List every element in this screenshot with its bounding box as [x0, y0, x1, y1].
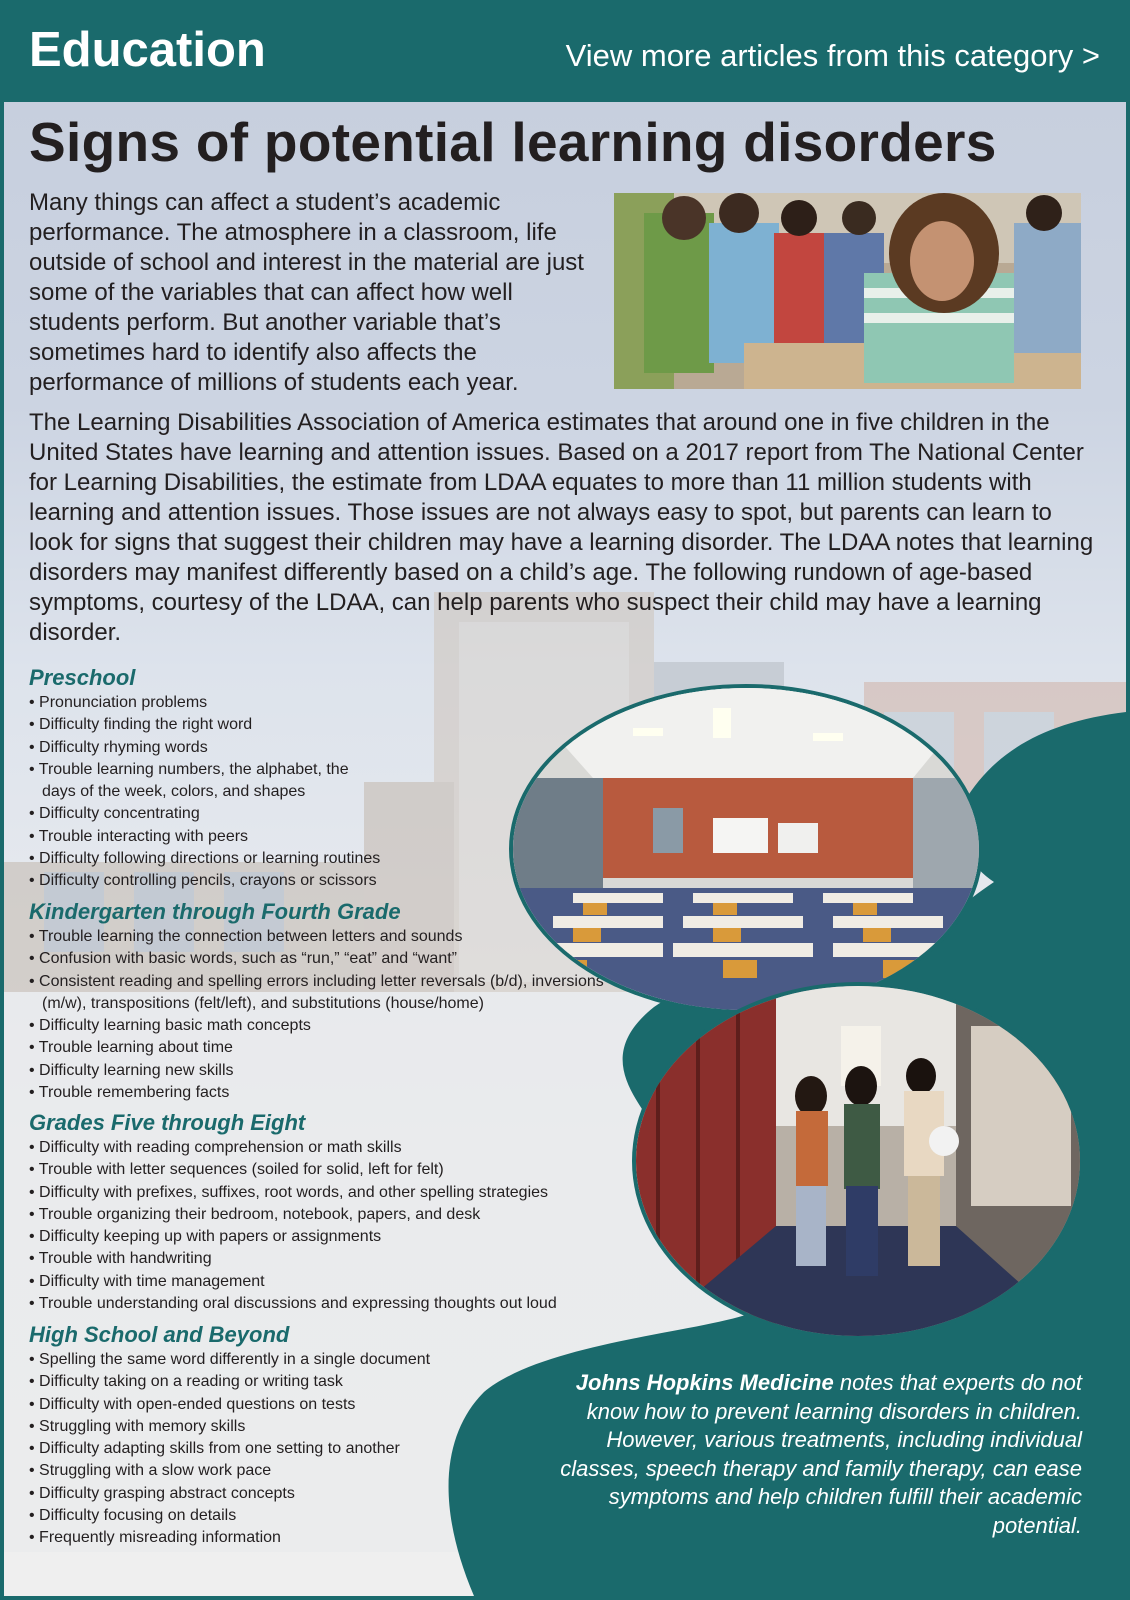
- hallway-photo: [632, 982, 1084, 1340]
- list-item: • Difficulty learning new skills: [29, 1060, 609, 1082]
- symptom-list: [29, 1349, 489, 1550]
- list-item: • Difficulty with open-ended questions on tests: [29, 1394, 489, 1416]
- list-item: • Trouble understanding oral discussions and expressing thoughts out loud: [29, 1293, 629, 1315]
- list-item: • Difficulty grasping abstract concepts: [29, 1483, 489, 1505]
- quote-text: notes that experts do not know how to prevent learning disorders in children. However, various treatments, including individual classes, speech therapy and family therapy, can ease symptoms and help children fulfill their academic potential.: [560, 1370, 1082, 1538]
- classroom-photo: [509, 684, 983, 1014]
- symptom-list: [29, 692, 489, 893]
- list-item: • Trouble learning numbers, the alphabet, the days of the week, colors, and shapes: [29, 759, 362, 804]
- list-item: • Difficulty focusing on details: [29, 1505, 489, 1527]
- list-item: • Frequently misreading information: [29, 1527, 489, 1549]
- list-item: • Consistent reading and spelling errors including letter reversals (b/d), inversions (m/w), transpositions (felt/left), and substitutions (house/home): [29, 971, 609, 1016]
- list-item: • Trouble learning the connection between letters and sounds: [29, 926, 609, 948]
- section-title: Grades Five through Eight: [29, 1110, 306, 1135]
- section-title: Kindergarten through Fourth Grade: [29, 899, 401, 924]
- body-paragraph: The Learning Disabilities Association of America estimates that around one in five children in the United States have learning and attention issues. Based on a 2017 report from The National Center for Learning Disabilities, the estimate from LDAA equates to more than 11 million students with learning and attention issues. Those issues are not always easy to spot, but parents can learn to look for signs that suggest their children may have a learning disorder. The LDAA notes that learning disorders may manifest differently based on a child’s age. The following rundown of age-based symptoms, courtesy of the LDAA, can help parents who suspect their child may have a learning disorder.: [29, 409, 1094, 646]
- list-item: • Struggling with memory skills: [29, 1416, 489, 1438]
- students-writing-photo: [614, 193, 1081, 389]
- list-item: • Trouble with letter sequences (soiled for solid, left for felt): [29, 1159, 629, 1181]
- section-grades-five-eight: [29, 1110, 629, 1315]
- section-high-school: [29, 1322, 489, 1550]
- list-item: • Difficulty controlling pencils, crayons or scissors: [29, 870, 489, 892]
- list-item: • Trouble remembering facts: [29, 1082, 609, 1104]
- view-more-link[interactable]: View more articles from this category >: [565, 38, 1100, 73]
- list-item: • Trouble learning about time: [29, 1037, 609, 1059]
- list-item: • Struggling with a slow work pace: [29, 1460, 489, 1482]
- list-item: • Spelling the same word differently in a single document: [29, 1349, 489, 1371]
- list-item: • Trouble with handwriting: [29, 1248, 629, 1270]
- symptom-list: [29, 926, 609, 1104]
- section-preschool: [29, 665, 489, 893]
- list-item: • Difficulty taking on a reading or writing task: [29, 1371, 489, 1393]
- list-item: • Difficulty keeping up with papers or assignments: [29, 1226, 629, 1248]
- section-title: High School and Beyond: [29, 1322, 290, 1347]
- list-item: • Difficulty following directions or learning routines: [29, 848, 489, 870]
- list-item: • Difficulty adapting skills from one setting to another: [29, 1438, 489, 1460]
- list-item: • Pronunciation problems: [29, 692, 489, 714]
- section-title: Preschool: [29, 665, 136, 690]
- list-item: • Difficulty with prefixes, suffixes, root words, and other spelling strategies: [29, 1182, 629, 1204]
- article-panel: [4, 102, 1126, 1596]
- johns-hopkins-quote: [542, 1369, 1082, 1540]
- category-title: Education: [29, 23, 266, 77]
- intro-paragraph: Many things can affect a student’s academic performance. The atmosphere in a classroom, life outside of school and interest in the material are just some of the variables that can affect how well students perform. But another variable that’s sometimes hard to identify also affects the performance of millions of students each year.: [29, 189, 584, 396]
- list-item: • Trouble organizing their bedroom, notebook, papers, and desk: [29, 1204, 629, 1226]
- quote-source: Johns Hopkins Medicine: [575, 1370, 834, 1395]
- header-bar: [0, 0, 1130, 102]
- section-kindergarten: [29, 899, 609, 1104]
- list-item: • Difficulty with time management: [29, 1271, 629, 1293]
- list-item: • Confusion with basic words, such as “run,” “eat” and “want”: [29, 948, 609, 970]
- list-item: • Difficulty learning basic math concepts: [29, 1015, 609, 1037]
- list-item: • Difficulty rhyming words: [29, 737, 489, 759]
- list-item: • Difficulty finding the right word: [29, 714, 489, 736]
- list-item: • Trouble interacting with peers: [29, 826, 489, 848]
- article-title: Signs of potential learning disorders: [29, 111, 997, 173]
- list-item: • Difficulty with reading comprehension or math skills: [29, 1137, 629, 1159]
- symptom-list: [29, 1137, 629, 1315]
- list-item: • Difficulty concentrating: [29, 803, 489, 825]
